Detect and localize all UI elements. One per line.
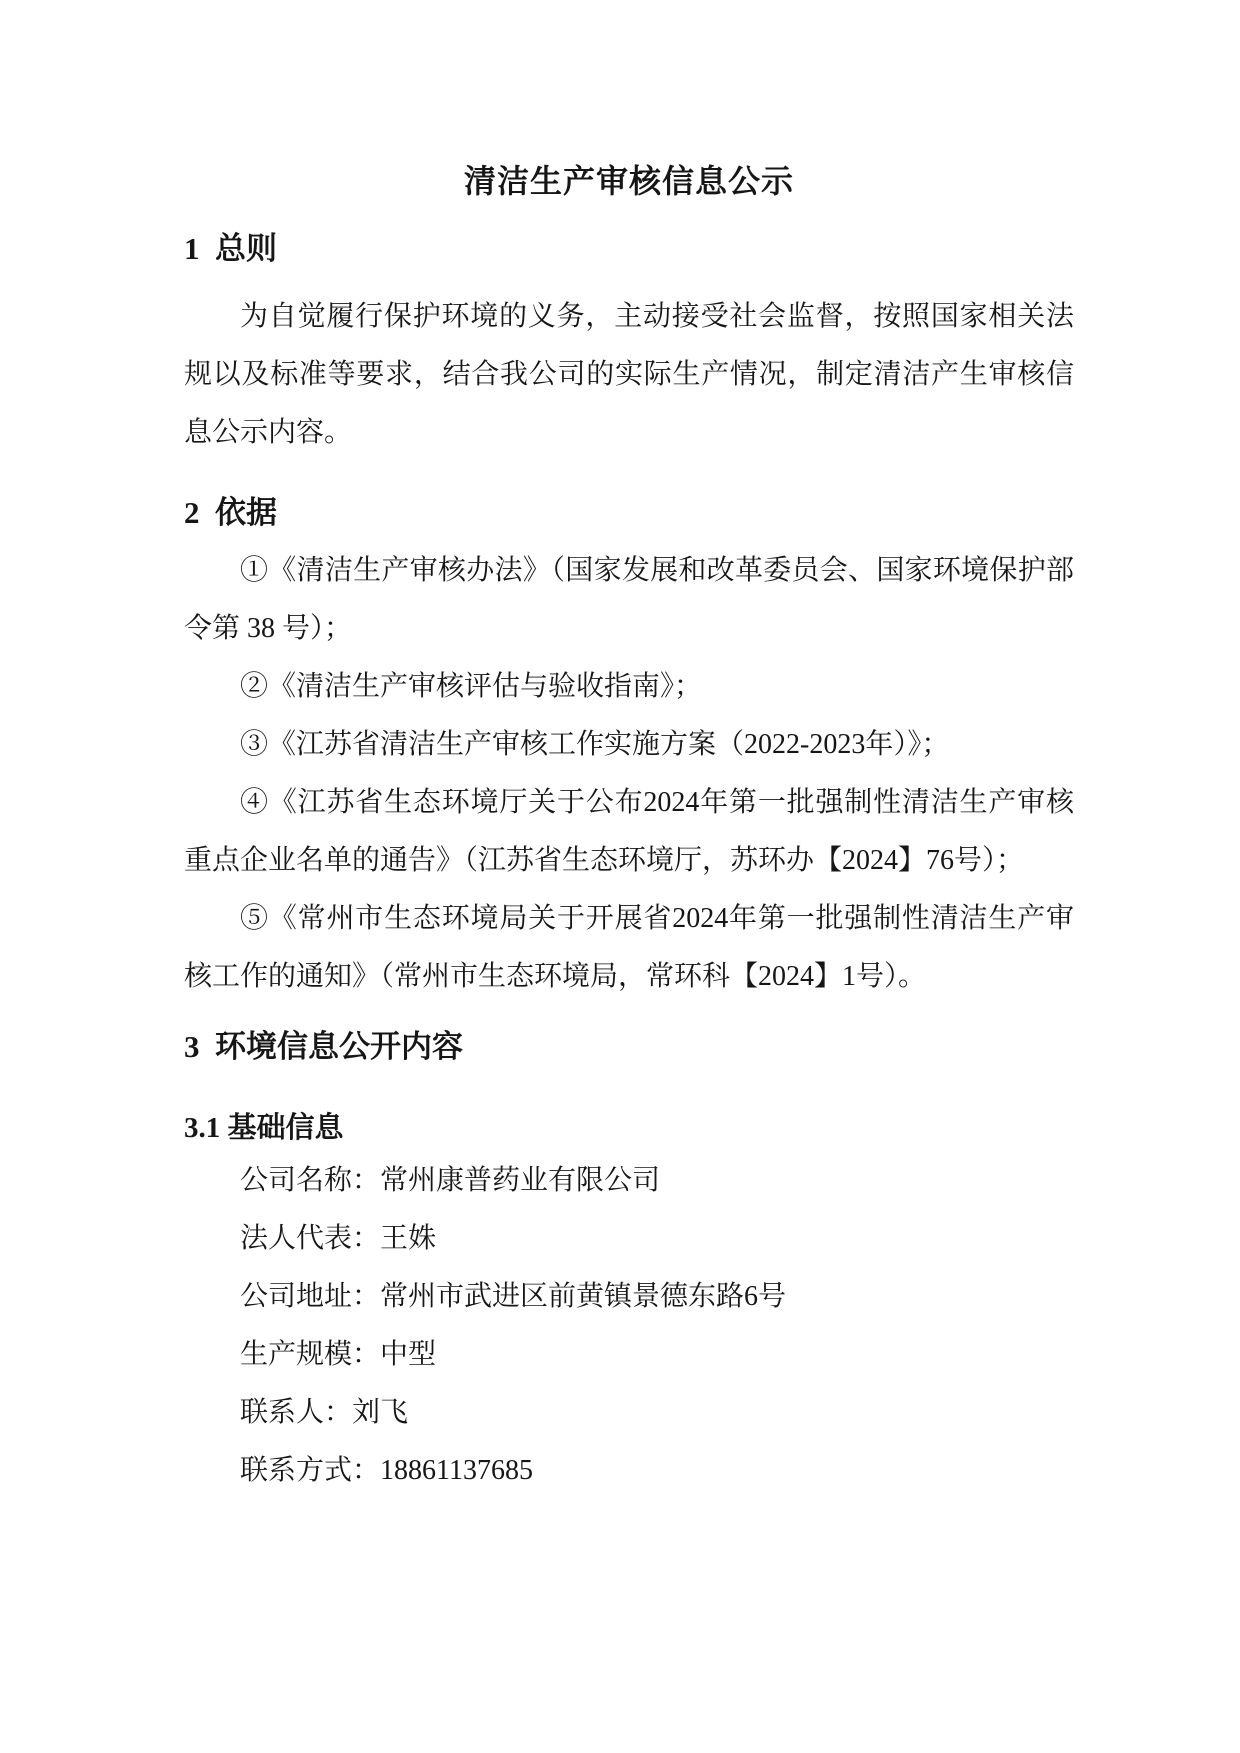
reference-item-3: ③《江苏省清洁生产审核工作实施方案（2022-2023年）》； xyxy=(240,729,950,760)
section-3-1-heading: 3.1 基础信息 xyxy=(184,1112,344,1144)
document-title: 清洁生产审核信息公示 xyxy=(463,163,794,199)
field-legal-representative: 法人代表：王姝 xyxy=(240,1223,437,1254)
section-1-paragraph: 为自觉履行保护环境的义务，主动接受社会监督，按照国家相关法规以及标准等要求，结合我公司的实际生产情况，制定清洁产生审核信息公示内容。 xyxy=(184,301,1074,448)
basic-info-list xyxy=(184,1152,1074,1500)
section-1-heading: 1 总则 xyxy=(184,231,277,266)
reference-item-5: ⑤《常州市生态环境局关于开展省2024年第一批强制性清洁生产审核工作的通知》（常州市生态环境局，常环科【2024】1号）。 xyxy=(184,903,1074,992)
reference-item-1: ①《清洁生产审核办法》（国家发展和改革委员会、国家环境保护部令第 38 号）； xyxy=(184,555,1074,644)
field-contact-phone: 联系方式：18861137685 xyxy=(240,1455,533,1486)
reference-item-2: ②《清洁生产审核评估与验收指南》； xyxy=(240,671,703,702)
reference-item-4: ④《江苏省生态环境厅关于公布2024年第一批强制性清洁生产审核重点企业名单的通告》（江苏省生态环境厅，苏环办【2024】76号）； xyxy=(184,787,1074,876)
field-company-address: 公司地址：常州市武进区前黄镇景德东路6号 xyxy=(240,1281,787,1312)
section-2-heading: 2 依据 xyxy=(184,495,277,530)
field-company-name: 公司名称：常州康普药业有限公司 xyxy=(240,1165,661,1196)
field-contact-person: 联系人：刘飞 xyxy=(240,1397,409,1428)
section-3-heading: 3 环境信息公开内容 xyxy=(184,1029,463,1064)
reference-list xyxy=(184,542,1074,1006)
field-production-scale: 生产规模：中型 xyxy=(240,1339,437,1370)
